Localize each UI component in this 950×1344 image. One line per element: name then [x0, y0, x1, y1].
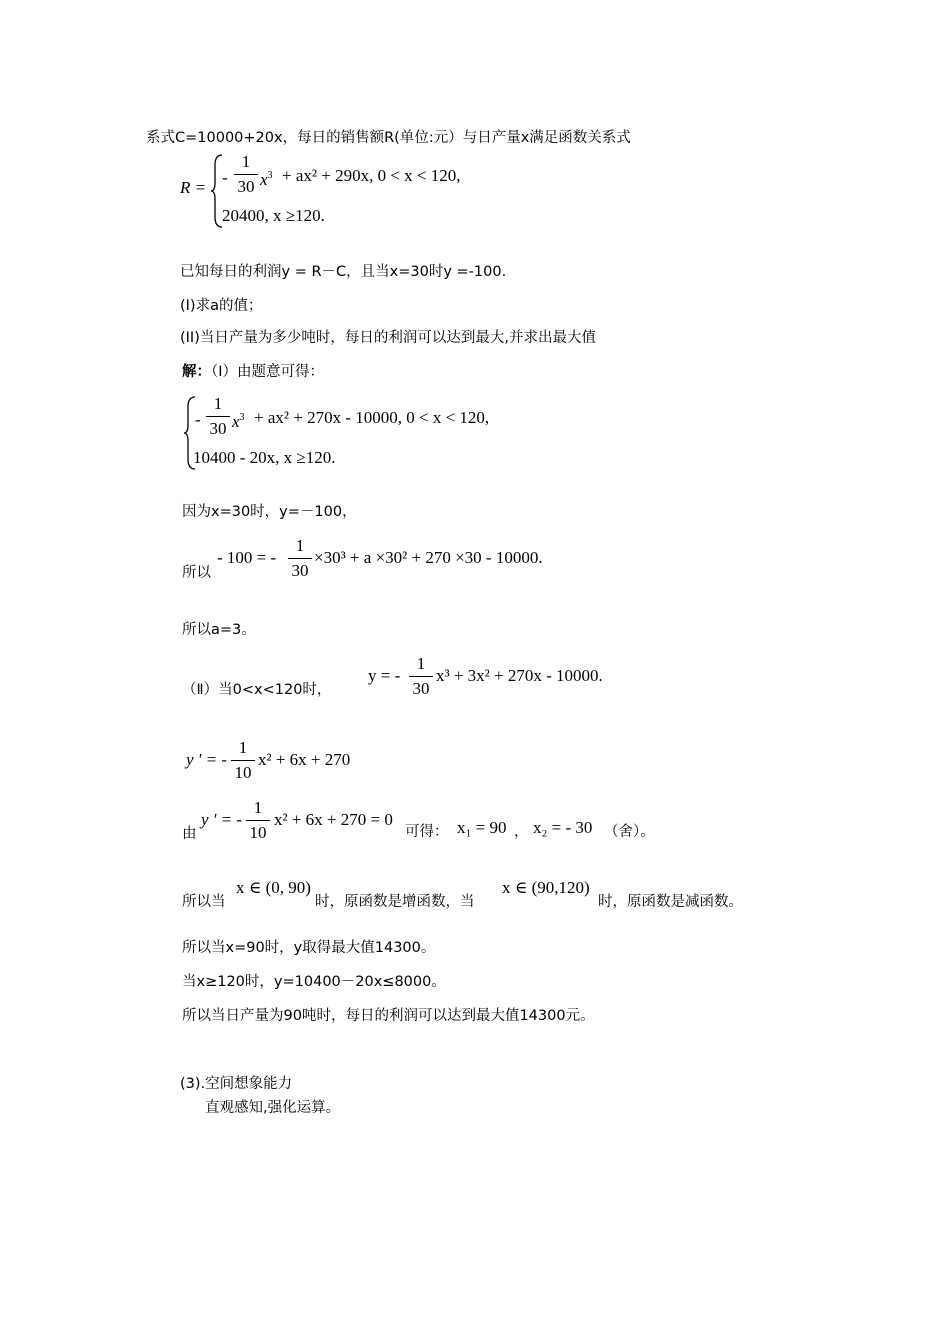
root1: x₁ = 90: [457, 818, 507, 837]
section-3-sub: 直观感知,强化运算。: [205, 1100, 341, 1116]
deriv-lhs: y ' = -: [186, 750, 228, 769]
root2: x₂ = - 30: [533, 818, 593, 837]
y-case1-frac: [206, 394, 230, 439]
deriv-frac-num: 1: [238, 738, 248, 757]
interval-2: x ∈ (90,120): [502, 878, 590, 897]
part2-label: （Ⅱ）当0<x<120时，: [182, 682, 332, 698]
r-frac-den: 30: [237, 177, 255, 196]
part2-frac-num: 1: [416, 654, 426, 673]
solution-intro: （Ⅰ）由题意可得：: [211, 364, 325, 380]
root-sep: ，: [514, 824, 529, 840]
because-line: 因为x=30时，y=－100，: [182, 504, 357, 520]
solve-frac-den: 10: [249, 823, 267, 842]
root2-note: （舍）。: [604, 824, 655, 840]
solve-label: 由: [182, 826, 197, 842]
so1-frac-num: 1: [295, 536, 305, 555]
part2-rest: x³ + 3x² + 270x - 10000.: [436, 666, 603, 685]
solve-frac: [246, 798, 270, 843]
mono-c: 时，原函数是减函数。: [598, 894, 743, 910]
max-line-1: 所以当x=90时，y取得最大值14300。: [182, 940, 436, 956]
solution-label: 解：: [182, 364, 211, 380]
part2-lhs: y = -: [368, 666, 401, 685]
interval-1: x ∈ (0, 90): [236, 878, 311, 897]
deriv-frac: [231, 738, 255, 783]
so1-label: 所以: [182, 565, 211, 581]
part2-frac-den: 30: [412, 679, 430, 698]
max-line-2: 当x≥120时，y=10400－20x≤8000。: [182, 974, 446, 990]
r-case2: 20400, x ≥120.: [222, 206, 325, 225]
y-case1-x3: $x^3$: [232, 412, 245, 431]
mono-a: 所以当: [182, 894, 226, 910]
solve-mid: 可得：: [405, 824, 449, 840]
y-frac-num: 1: [213, 394, 223, 413]
r-frac-num: 1: [241, 152, 251, 171]
intro-line: 系式C=10000+20x，每日的销售额R(单位:元）与日产量x满足函数关系式: [146, 130, 631, 146]
solve-rest: x² + 6x + 270 = 0: [274, 810, 393, 829]
r-case1-rest: + ax² + 290x, 0 < x < 120,: [282, 166, 461, 185]
question-2: (II)当日产量为多少吨时，每日的利润可以达到最大,并求出最大值: [180, 330, 596, 346]
r-lhs: R =: [180, 178, 207, 197]
section-3-heading: (3).空间想象能力: [180, 1076, 293, 1092]
given-line: 已知每日的利润y = R－C，且当x=30时y =-100.: [180, 264, 507, 280]
deriv-frac-den: 10: [234, 763, 252, 782]
so1-rest: ×30³ + a ×30² + 270 ×30 - 10000.: [314, 548, 543, 567]
y-case2: 10400 - 20x, x ≥120.: [193, 448, 336, 467]
mono-b: 时，原函数是增函数，当: [315, 894, 475, 910]
deriv-rest: x² + 6x + 270: [258, 750, 351, 769]
y-case1-rest: + ax² + 270x - 10000, 0 < x < 120,: [254, 408, 490, 427]
y-frac-den: 30: [209, 419, 227, 438]
y-case1-neg: -: [195, 410, 201, 429]
conclusion-line: 所以当日产量为90吨时，每日的利润可以达到最大值14300元。: [182, 1008, 595, 1024]
r-case1-x3: $x^3$: [260, 170, 273, 189]
so1-frac-den: 30: [291, 561, 309, 580]
solve-frac-num: 1: [253, 798, 263, 817]
part2-frac: [409, 654, 433, 699]
solution-line: [182, 362, 324, 382]
solve-lhs: y ' = -: [201, 810, 243, 829]
so1-frac: [288, 536, 312, 581]
r-case1-neg: -: [222, 168, 228, 187]
question-1: (I)求a的值；: [180, 298, 263, 314]
so1-lhs: - 100 = -: [217, 548, 277, 567]
so-a-line: 所以a=3。: [182, 622, 256, 638]
r-case1-frac: [234, 152, 258, 197]
